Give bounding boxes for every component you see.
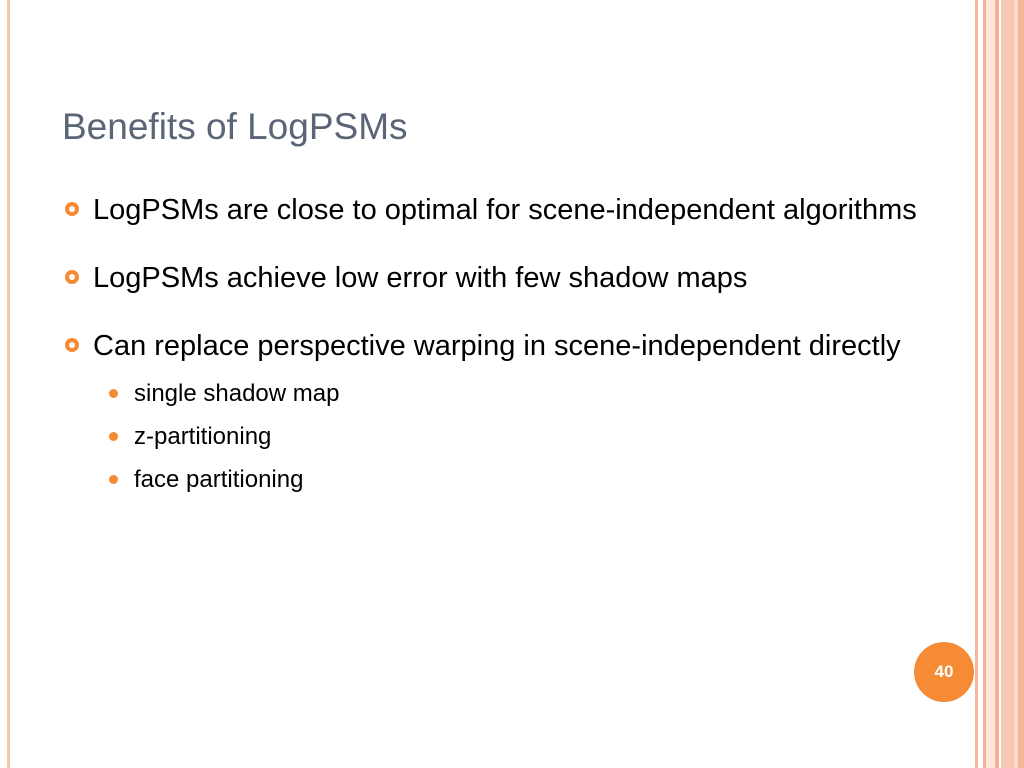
page-number-badge: 40: [914, 642, 974, 702]
left-decorative-border: [0, 0, 12, 768]
dot-bullet-icon: [109, 389, 118, 398]
bullet-list: [62, 190, 922, 501]
sub-bullet-item: [93, 458, 922, 501]
sub-bullet-item: [93, 415, 922, 458]
sub-bullet-list: [93, 372, 922, 501]
ring-bullet-icon: [65, 202, 79, 216]
right-decorative-stripes: [972, 0, 1024, 768]
sub-bullet-text: single shadow map: [134, 380, 340, 407]
bullet-item: [62, 326, 922, 501]
dot-bullet-icon: [109, 475, 118, 484]
bullet-item: [62, 258, 922, 298]
ring-bullet-icon: [65, 270, 79, 284]
dot-bullet-icon: [109, 432, 118, 441]
sub-bullet-item: [93, 372, 922, 415]
bullet-text: Can replace perspective warping in scene-independent directly: [93, 330, 901, 362]
bullet-text: LogPSMs are close to optimal for scene-independent algorithms: [93, 194, 917, 226]
slide-title: Benefits of LogPSMs: [62, 106, 408, 147]
sub-bullet-text: z-partitioning: [134, 423, 272, 450]
bullet-item: [62, 190, 922, 230]
bullet-text: LogPSMs achieve low error with few shadow maps: [93, 262, 748, 294]
ring-bullet-icon: [65, 338, 79, 352]
sub-bullet-text: face partitioning: [134, 466, 304, 493]
